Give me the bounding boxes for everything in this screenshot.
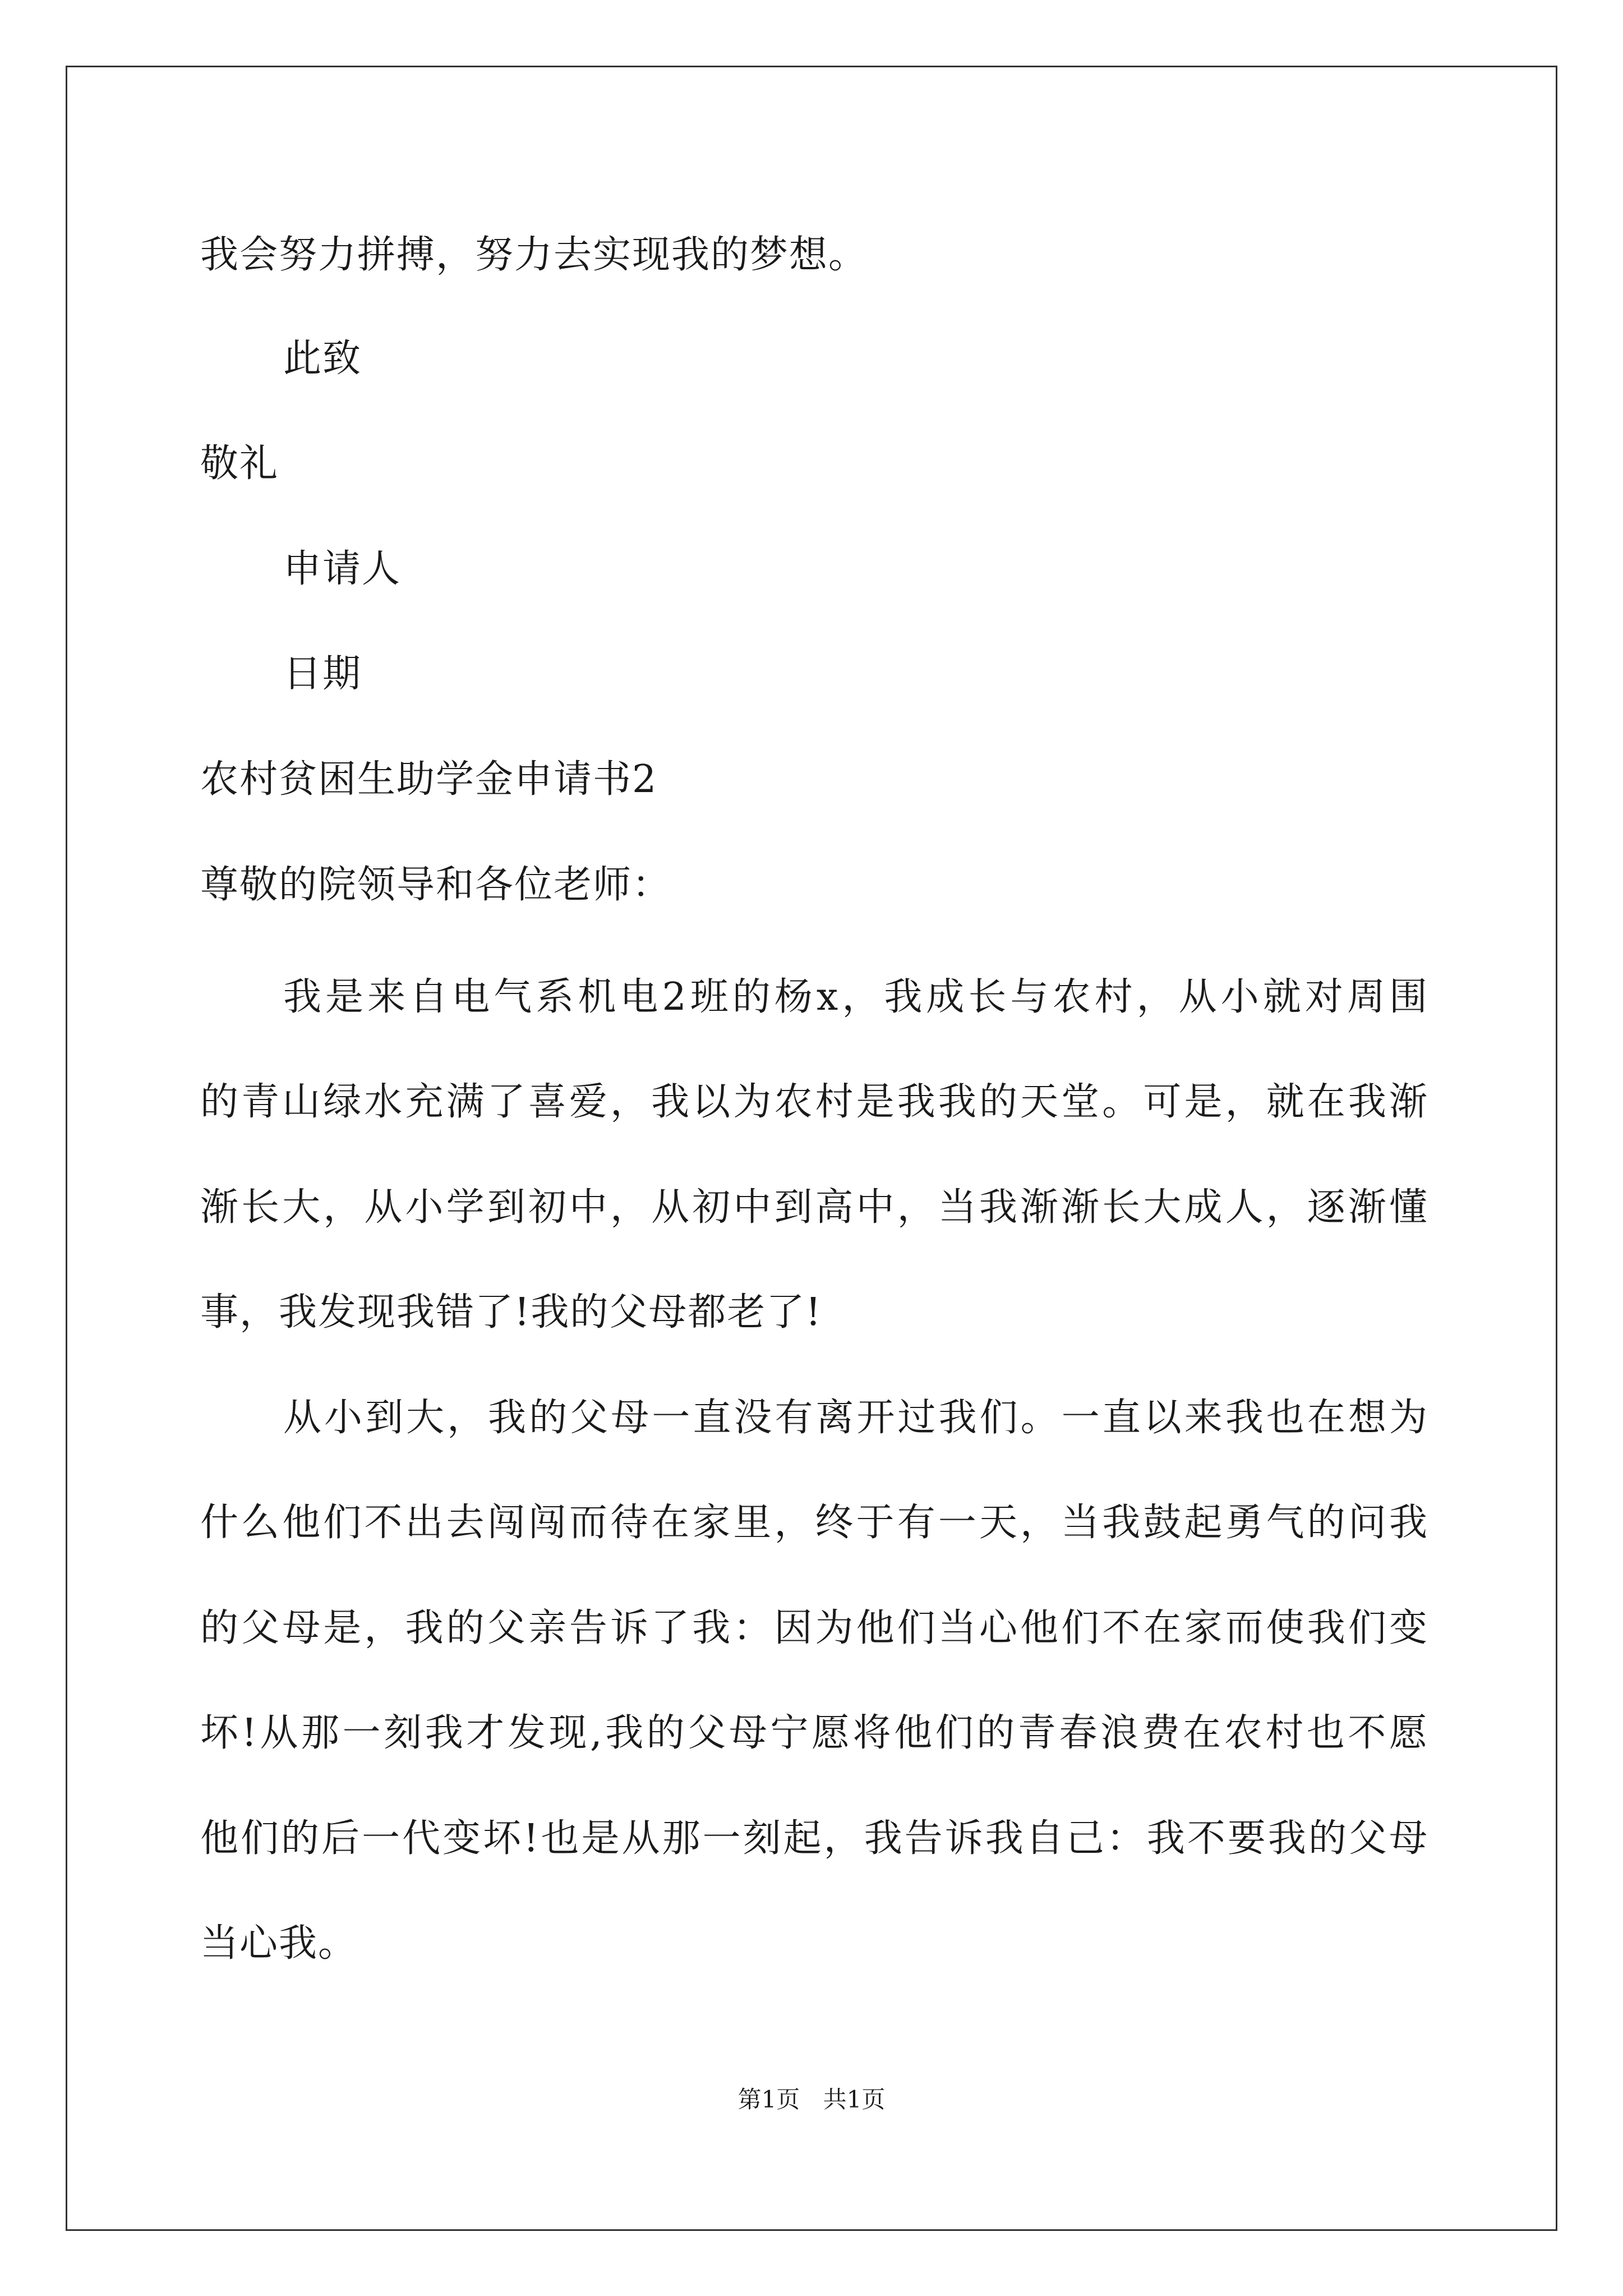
paragraph-1-line-1: 我是来自电气系机电2班的杨x，我成长与农村，从小就对周围 [283, 975, 1428, 1019]
paragraph-1-line-2: 的青山绿水充满了喜爱，我以为农村是我我的天堂。可是，就在我渐 [200, 1080, 1428, 1124]
date-label: 日期 [283, 652, 362, 696]
paragraph-2-line-1: 从小到大，我的父母一直没有离开过我们。一直以来我也在想为 [283, 1396, 1428, 1440]
page-total: 共1页 [823, 2086, 886, 2113]
paragraph-2-line-4: 坏!从那一刻我才发现,我的父母宁愿将他们的青春浪费在农村也不愿 [200, 1711, 1428, 1755]
greeting: 尊敬的院领导和各位老师： [200, 863, 672, 907]
paragraph-2-line-2: 什么他们不出去闯闯而待在家里，终于有一天，当我鼓起勇气的问我 [200, 1501, 1428, 1545]
paragraph-2-line-5: 他们的后一代变坏!也是从那一刻起，我告诉我自己：我不要我的父母 [200, 1816, 1428, 1861]
page-footer [0, 2086, 1623, 2114]
paragraph-1-line-4: 事，我发现我错了!我的父母都老了! [200, 1290, 822, 1335]
section-title: 农村贫困生助学金申请书2 [200, 757, 658, 802]
paragraph-2-line-6: 当心我。 [200, 1921, 358, 1966]
paragraph-1-line-3: 渐长大，从小学到初中，从初中到高中，当我渐渐长大成人，逐渐懂 [200, 1185, 1428, 1230]
page-number: 第1页 [737, 2086, 800, 2113]
salutation-cizhi: 此致 [283, 337, 362, 381]
salutation-jingli: 敬礼 [200, 441, 279, 486]
applicant-label: 申请人 [283, 547, 402, 591]
page-frame [66, 66, 1557, 2231]
closing-sentence: 我会努力拼搏，努力去实现我的梦想。 [200, 233, 868, 277]
paragraph-2-line-3: 的父母是，我的父亲告诉了我：因为他们当心他们不在家而使我们变 [200, 1606, 1428, 1650]
